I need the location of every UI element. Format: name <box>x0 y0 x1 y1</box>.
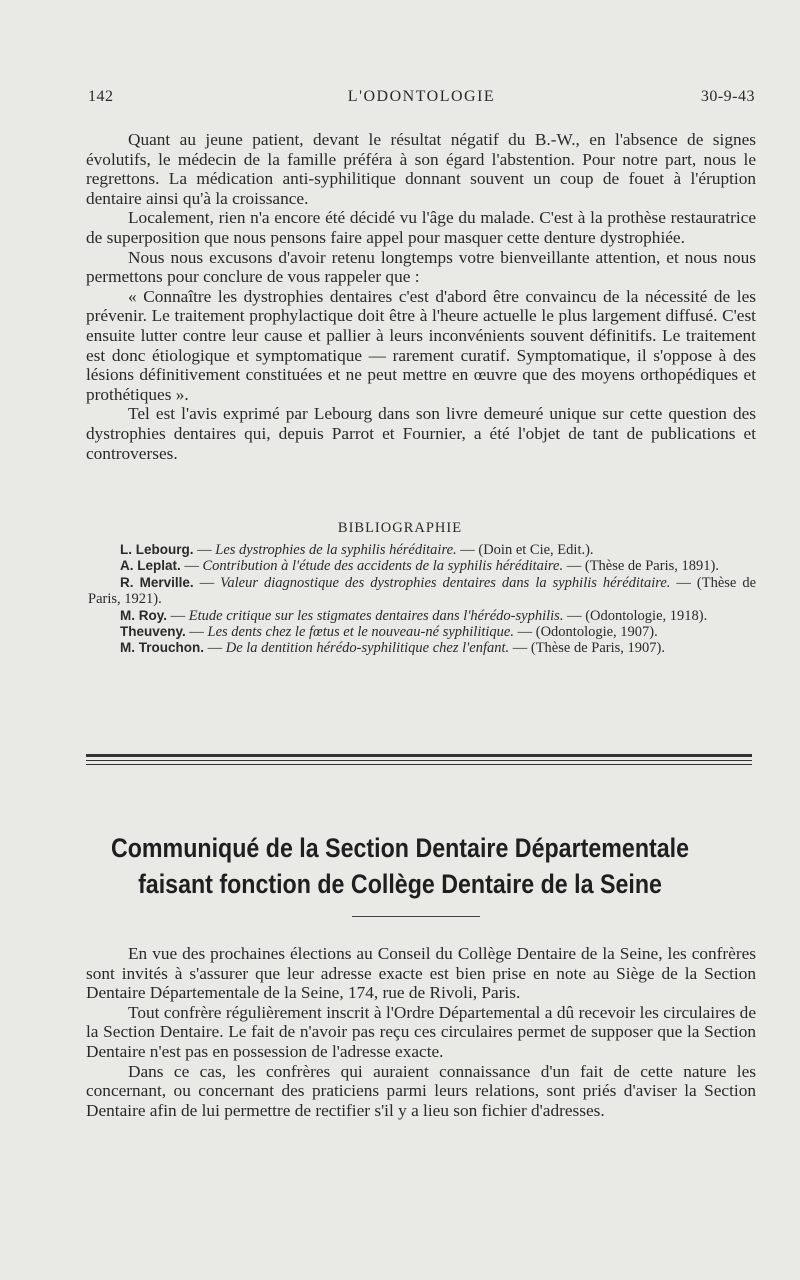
entry-title: Valeur diagnostique des dystrophies dentaires dans la syphilis héréditaire. <box>220 574 671 591</box>
section-divider-thick <box>86 754 752 757</box>
communique-paragraph: Dans ce cas, les confrères qui auraient connaissance d'un fait de cette nature les concernant, ou concernant des praticiens parmi leurs relations, sont priés d'aviser la Section Dentaire afin de lui permettre de rectifier s'il y a lieu son fichier d'adresses. <box>86 1061 756 1120</box>
bibliography-entry: A. Leplat. — Contribution à l'étude des accidents de la syphilis héréditaire. — (Thèse de Paris, 1891). <box>120 558 719 575</box>
communique-paragraph: En vue des prochaines élections au Conseil du Collège Dentaire de la Seine, les confrères sont invités à s'assurer que leur adresse exacte est bien prise en note au Siège de la Section Dentaire Départementale de la Seine, 174, rue de Rivoli, Paris. <box>86 944 756 1003</box>
communique-body <box>86 944 756 1120</box>
bibliography-title: BIBLIOGRAPHIE <box>337 520 463 536</box>
entry-author: R. Merville. <box>120 574 194 590</box>
bibliography-entry: M. Roy. — Etude critique sur les stigmates dentaires dans l'hérédo-syphilis. — (Odontologie, 1918). <box>120 607 708 624</box>
entry-title: Les dystrophies de la syphilis héréditaire. <box>215 542 457 558</box>
bibliography-list <box>88 542 756 657</box>
entry-title: De la dentition hérédo-syphilitique chez l'enfant. <box>225 640 510 657</box>
communique-paragraph: Tout confrère régulièrement inscrit à l'Ordre Départemental a dû recevoir les circulaires de la Section Dentaire. Le fait de n'avoir pas reçu ces circulaires permet de supposer que la Section Dentaire n'est pas en possession de l'adresse exacte. <box>86 1002 756 1061</box>
bibliography-entry: R. Merville. — Valeur diagnostique des dystrophies dentaires dans la syphilis héréditaire. — (Thèse de Paris, 1921). <box>88 574 757 608</box>
entry-author: M. Roy. <box>120 607 167 623</box>
article-paragraph: Tel est l'avis exprimé par Lebourg dans son livre demeuré unique sur cette question des dystrophies dentaires qui, depuis Parrot et Fournier, a été l'objet de tant de publications et controverses. <box>86 404 756 463</box>
page-number: 142 <box>88 88 114 105</box>
section-divider-thin <box>86 764 752 765</box>
title-underline <box>352 916 480 917</box>
page-header <box>88 88 755 112</box>
entry-title: Contribution à l'étude des accidents de la syphilis héréditaire. <box>202 558 564 575</box>
article-paragraph: Nous nous excusons d'avoir retenu longtemps votre bienveillante attention, et nous nous permettons pour conclure de vous rappeler que : <box>86 247 756 287</box>
entry-source: — (Doin et Cie, Edit.). <box>456 542 594 558</box>
entry-source: — (Odontologie, 1918). <box>563 607 708 624</box>
entry-author: Theuveny. <box>120 624 186 640</box>
section-divider-thin <box>86 760 752 761</box>
entry-source: — (Odontologie, 1907). <box>513 624 658 641</box>
entry-author: M. Trouchon. <box>120 640 204 656</box>
article-paragraph: Quant au jeune patient, devant le résultat négatif du B.-W., en l'absence de signes évolutifs, le médecin de la famille préféra à son égard l'abstention. Pour notre part, nous le regrettons. La médication anti-syphilitique donnant souvent un coup de fouet à l'éruption dentaire ainsi qu'à la croissance. <box>86 130 756 208</box>
running-title: L'ODONTOLOGIE <box>347 88 496 105</box>
article-body <box>86 130 756 463</box>
article-quote-paragraph: « Connaître les dystrophies dentaires c'est d'abord être convaincu de la nécessité de les prévenir. Le traitement prophylactique doit être à l'heure actuelle le plus largement diffusé. C'est ensuite lutter contre leur cause et pallier à leurs inconvénients souvent définitifs. Le traitement est donc étiologique et symptomatique — rarement curatif. Symptomatique, il s'oppose à des lésions définitivement constituées et ne peut mettre en œuvre que des moyens orthopédiques et prothétiques ». <box>86 286 756 404</box>
bibliography-entry: M. Trouchon. — De la dentition hérédo-syphilitique chez l'enfant. — (Thèse de Paris, 1907). <box>120 640 665 657</box>
entry-source: — (Thèse de Paris, 1921). <box>88 574 757 608</box>
entry-source: — (Thèse de Paris, 1891). <box>563 558 719 575</box>
entry-title: Etude critique sur les stigmates dentaires dans l'hérédo-syphilis. <box>188 607 564 624</box>
bibliography-entry: Theuveny. — Les dents chez le fœtus et le nouveau-né syphilitique. — (Odontologie, 1907). <box>120 624 658 641</box>
entry-title: Les dents chez le fœtus et le nouveau-né syphilitique. <box>207 624 514 641</box>
communique-title <box>56 830 744 902</box>
entry-author: A. Leplat. <box>120 558 181 574</box>
bibliography-entry: L. Lebourg. — Les dystrophies de la syphilis héréditaire. — (Doin et Cie, Edit.). <box>120 542 594 558</box>
communique-title-line: Communiqué de la Section Dentaire Départementale <box>110 833 690 863</box>
issue-date: 30-9-43 <box>700 88 755 105</box>
entry-author: L. Lebourg. <box>120 542 194 557</box>
entry-source: — (Thèse de Paris, 1907). <box>509 640 665 657</box>
article-paragraph: Localement, rien n'a encore été décidé vu l'âge du malade. C'est à la prothèse restauratrice de superposition que nous pensons faire appel pour masquer cette denture dystrophiée. <box>86 208 756 247</box>
communique-title-line: faisant fonction de Collège Dentaire de la Seine <box>138 869 662 899</box>
